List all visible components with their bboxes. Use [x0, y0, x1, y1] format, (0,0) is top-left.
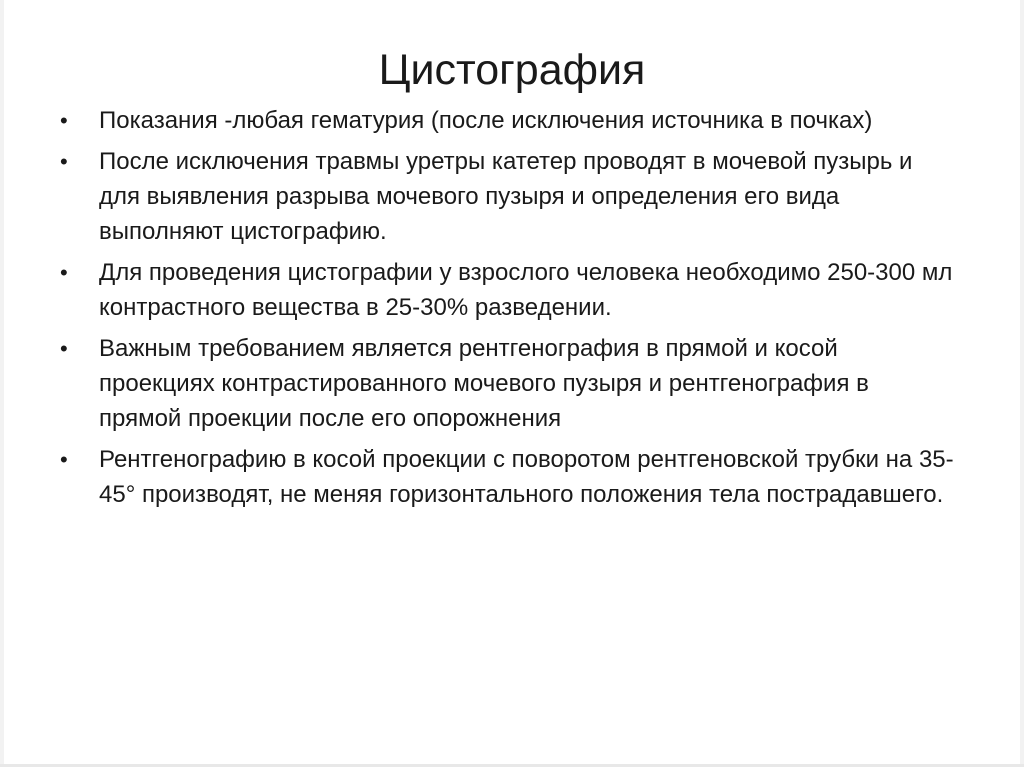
- bullet-marker: •: [60, 336, 68, 361]
- bullet-text-contrast-volume: Для проведения цистографии у взрослого человека необходимо 250-300 мл контрастного вещества в 25-30% разведении.: [99, 259, 953, 321]
- bullet-text-indications: Показания -любая гематурия (после исключения источника в почках): [99, 107, 873, 134]
- bullet-item-3: [56, 255, 956, 325]
- bullet-list: [56, 103, 956, 518]
- bullet-item-5: [56, 442, 956, 512]
- bullet-text-radiography-requirement: Важным требованием является рентгенография в прямой и косой проекциях контрастированного мочевого пузыря и рентгенография в прямой проекции после его опорожнения: [99, 335, 869, 432]
- bullet-text-catheter: После исключения травмы уретры катетер проводят в мочевой пузырь и для выявления разрыва мочевого пузыря и определения его вида выполняют цистографию.: [99, 148, 913, 245]
- bullet-item-2: [56, 144, 956, 249]
- bullet-item-1: [56, 103, 956, 138]
- bullet-marker: •: [60, 447, 68, 472]
- bullet-marker: •: [60, 108, 68, 133]
- bullet-marker: •: [60, 149, 68, 174]
- bullet-text-oblique-projection: Рентгенографию в косой проекции с поворотом рентгеновской трубки на 35-45° производят, не меняя горизонтального положения тела пострадавшего.: [99, 446, 954, 508]
- bullet-item-4: [56, 331, 956, 436]
- bullet-marker: •: [60, 260, 68, 285]
- slide-left-edge: [0, 0, 4, 767]
- slide-title: Цистография: [378, 46, 646, 94]
- slide-right-edge: [1020, 0, 1024, 767]
